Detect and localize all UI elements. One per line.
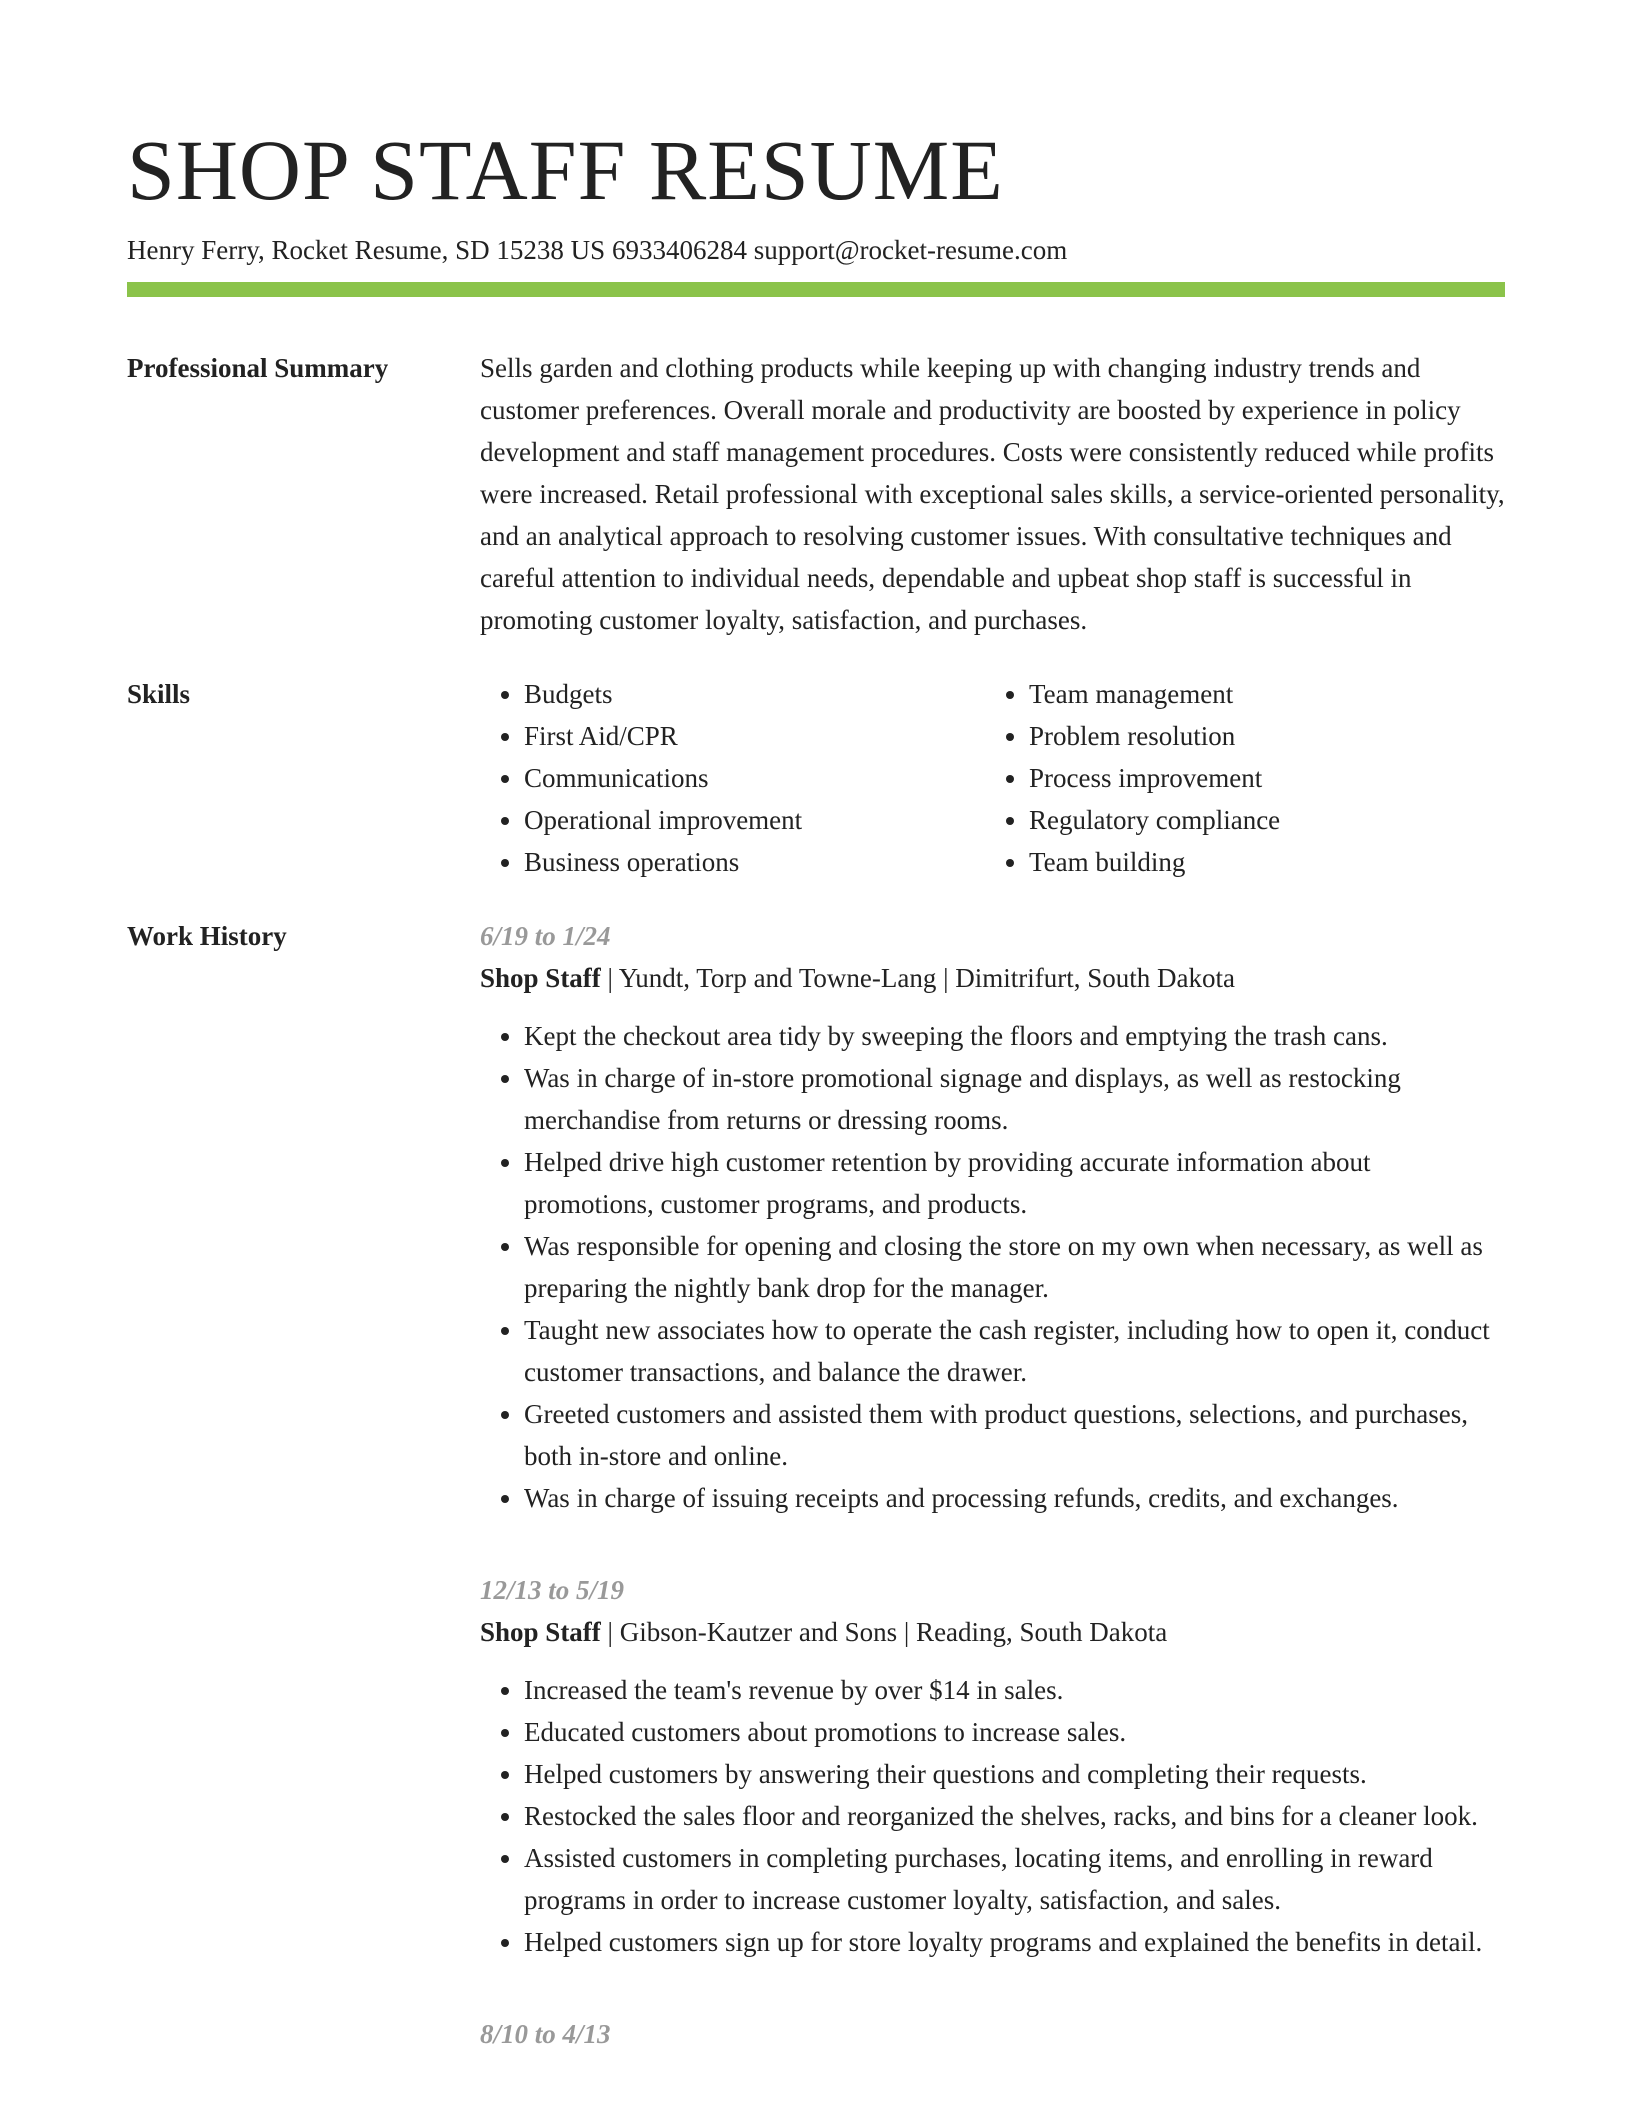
professional-summary-section <box>127 347 1505 641</box>
job-dates: 6/19 to 1/24 <box>480 921 611 951</box>
job-entry <box>480 1569 1505 1963</box>
job-title: Shop Staff <box>480 1617 601 1647</box>
job-heading <box>480 957 1505 999</box>
work-history-section <box>127 915 1505 2105</box>
skills-list-left <box>480 673 985 883</box>
skills-list-right <box>985 673 1490 883</box>
job-entry <box>480 915 1505 1519</box>
skills-section <box>127 673 1505 883</box>
job-duty: • Helped drive high customer retention by providing accurate information about promotions, customer programs, and products. <box>524 1141 1505 1225</box>
section-label-skills: Skills <box>127 679 191 709</box>
job-employer-location: | Yundt, Torp and Towne-Lang | Dimitrifurt, South Dakota <box>600 963 1235 993</box>
skill-item: • Team management <box>1029 673 1490 715</box>
skill-item: • Team building <box>1029 841 1490 883</box>
contact-line: Henry Ferry, Rocket Resume, SD 15238 US 6933406284 support@rocket-resume.com <box>127 235 1068 265</box>
job-duties-list <box>480 1015 1505 1519</box>
summary-text: Sells garden and clothing products while keeping up with changing industry trends and customer preferences. Overall morale and productivity are boosted by experience in policy development and staff management procedures. Costs were consistently reduced while profits were increased. Retail professional with exceptional sales skills, a service-oriented personality, and an analytical approach to resolving customer issues. With consultative techniques and careful attention to individual needs, dependable and upbeat shop staff is successful in promoting customer loyalty, satisfaction, and purchases. <box>480 353 1505 635</box>
job-duty: • Helped customers sign up for store loyalty programs and explained the benefits in detail. <box>524 1921 1505 1963</box>
job-duty: • Was in charge of in-store promotional signage and displays, as well as restocking merchandise from returns or dressing rooms. <box>524 1057 1505 1141</box>
job-employer-location: | Gibson-Kautzer and Sons | Reading, South Dakota <box>600 1617 1168 1647</box>
section-label-work-history: Work History <box>127 921 287 951</box>
job-duty: • Greeted customers and assisted them with product questions, selections, and purchases, both in-store and online. <box>524 1393 1505 1477</box>
skill-item: • Problem resolution <box>1029 715 1490 757</box>
job-duty: • Helped customers by answering their questions and completing their requests. <box>524 1753 1505 1795</box>
skill-item: • Regulatory compliance <box>1029 799 1490 841</box>
job-duty: • Was responsible for opening and closing the store on my own when necessary, as well as preparing the nightly bank drop for the manager. <box>524 1225 1505 1309</box>
skill-item: • Budgets <box>524 673 985 715</box>
job-title: Shop Staff <box>480 963 601 993</box>
job-duties-list <box>480 1669 1505 1963</box>
job-dates: 8/10 to 4/13 <box>480 2019 611 2049</box>
job-duty: • Taught new associates how to operate the cash register, including how to open it, conduct customer transactions, and balance the drawer. <box>524 1309 1505 1393</box>
job-duty: • Kept the checkout area tidy by sweeping the floors and emptying the trash cans. <box>524 1015 1505 1057</box>
job-duty: • Educated customers about promotions to increase sales. <box>524 1711 1505 1753</box>
job-dates: 12/13 to 5/19 <box>480 1575 625 1605</box>
skill-item: • First Aid/CPR <box>524 715 985 757</box>
job-duty: • Increased the team's revenue by over $14 in sales. <box>524 1669 1505 1711</box>
skill-item: • Communications <box>524 757 985 799</box>
job-heading <box>480 1611 1505 1653</box>
resume-title: SHOP STAFF RESUME <box>127 122 1004 218</box>
section-label-summary: Professional Summary <box>127 353 389 383</box>
resume-page <box>127 0 1505 2105</box>
skill-item: • Process improvement <box>1029 757 1490 799</box>
job-duty: • Assisted customers in completing purchases, locating items, and enrolling in reward programs in order to increase customer loyalty, satisfaction, and sales. <box>524 1837 1505 1921</box>
job-duty: • Was in charge of issuing receipts and processing refunds, credits, and exchanges. <box>524 1477 1505 1519</box>
header-divider <box>127 282 1505 297</box>
job-entry <box>480 2013 1505 2055</box>
skill-item: • Business operations <box>524 841 985 883</box>
skill-item: • Operational improvement <box>524 799 985 841</box>
job-duty: • Restocked the sales floor and reorganized the shelves, racks, and bins for a cleaner look. <box>524 1795 1505 1837</box>
